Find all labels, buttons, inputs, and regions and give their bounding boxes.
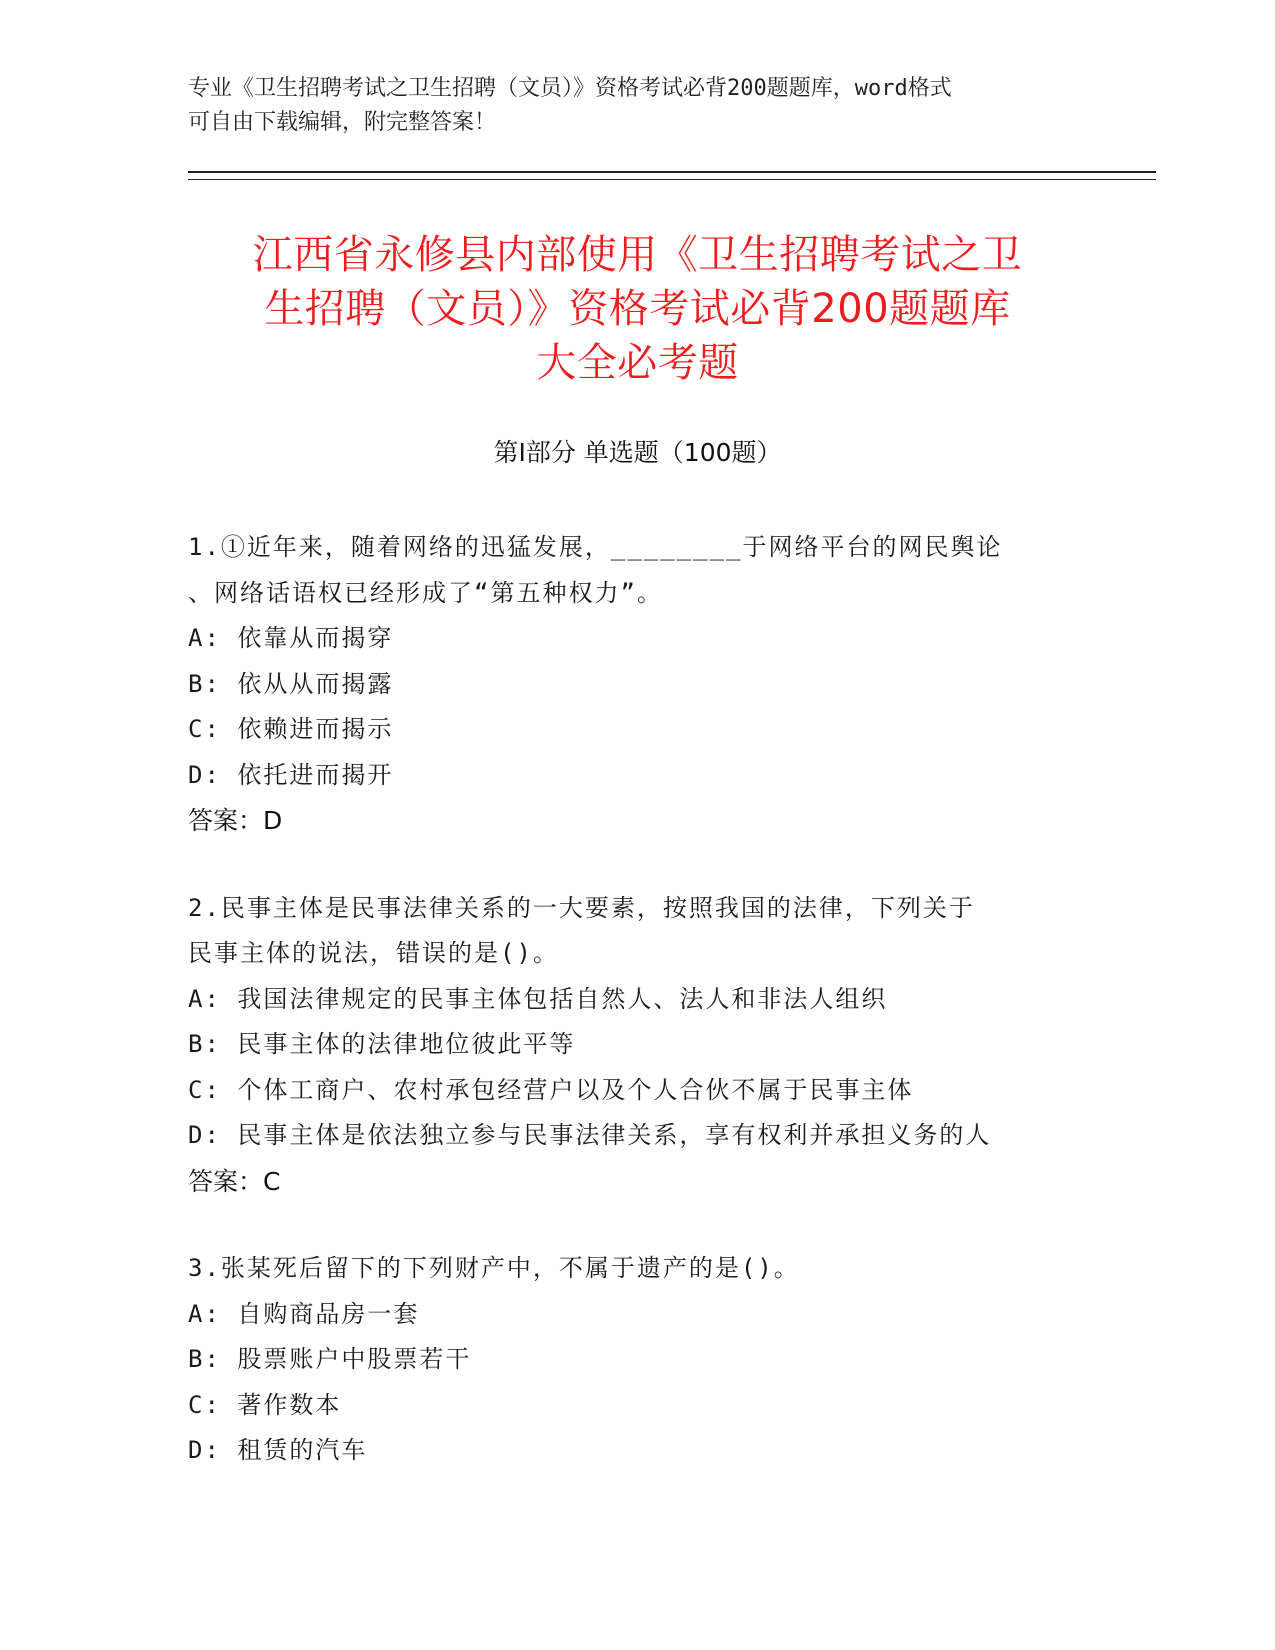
question-3 <box>188 1246 1088 1474</box>
option-c: C: 个体工商户、农村承包经营户以及个人合伙不属于民事主体 <box>188 1075 914 1104</box>
option-b: B: 民事主体的法律地位彼此平等 <box>188 1030 576 1058</box>
option-b: B: 依从从而揭露 <box>188 669 394 698</box>
question-stem-line: 2.民事主体是民事法律关系的一大要素，按照我国的法律，下列关于 <box>188 893 975 922</box>
option-a: A: 自购商品房一套 <box>188 1299 420 1328</box>
question-1 <box>188 525 1088 844</box>
answer: 答案：C <box>188 1166 281 1196</box>
option-b: B: 股票账户中股票若干 <box>188 1345 472 1373</box>
question-stem-line: 、网络话语权已经形成了“第五种权力”。 <box>188 578 663 607</box>
option-d: D: 民事主体是依法独立参与民事法律关系，享有权利并承担义务的人 <box>188 1121 992 1149</box>
answer: 答案：D <box>188 806 283 835</box>
document-title-line-1: 江西省永修县内部使用《卫生招聘考试之卫 <box>252 232 1023 278</box>
option-a: A: 依靠从而揭穿 <box>188 624 394 652</box>
option-d: D: 依托进而揭开 <box>188 760 394 789</box>
document-title-line-3: 大全必考题 <box>536 340 739 386</box>
header-divider-thick <box>188 171 1156 173</box>
option-d: D: 租赁的汽车 <box>188 1436 368 1464</box>
question-2 <box>188 886 1088 1205</box>
header-note-line-1: 专业《卫生招聘考试之卫生招聘（文员）》资格考试必背200题题库，word格式 <box>188 76 952 101</box>
document-title-line-2: 生招聘（文员）》资格考试必背200题题库 <box>264 286 1011 332</box>
question-stem-line: 民事主体的说法，错误的是()。 <box>188 939 559 967</box>
section-heading: 第Ⅰ部分 单选题（100题） <box>493 438 782 467</box>
option-a: A: 我国法律规定的民事主体包括自然人、法人和非法人组织 <box>188 984 888 1013</box>
option-c: C: 著作数本 <box>188 1390 342 1419</box>
question-stem-line: 3.张某死后留下的下列财产中，不属于遗产的是()。 <box>188 1254 800 1282</box>
header-divider-thin <box>188 179 1156 180</box>
question-stem-line: 1.①近年来，随着网络的迅猛发展，________于网络平台的网民舆论 <box>188 533 1003 561</box>
question-list <box>188 525 1088 1516</box>
header-note <box>188 72 1088 140</box>
header-note-line-2: 可自由下载编辑，附完整答案！ <box>188 110 497 135</box>
document-title <box>160 228 1115 390</box>
option-c: C: 依赖进而揭示 <box>188 715 394 743</box>
